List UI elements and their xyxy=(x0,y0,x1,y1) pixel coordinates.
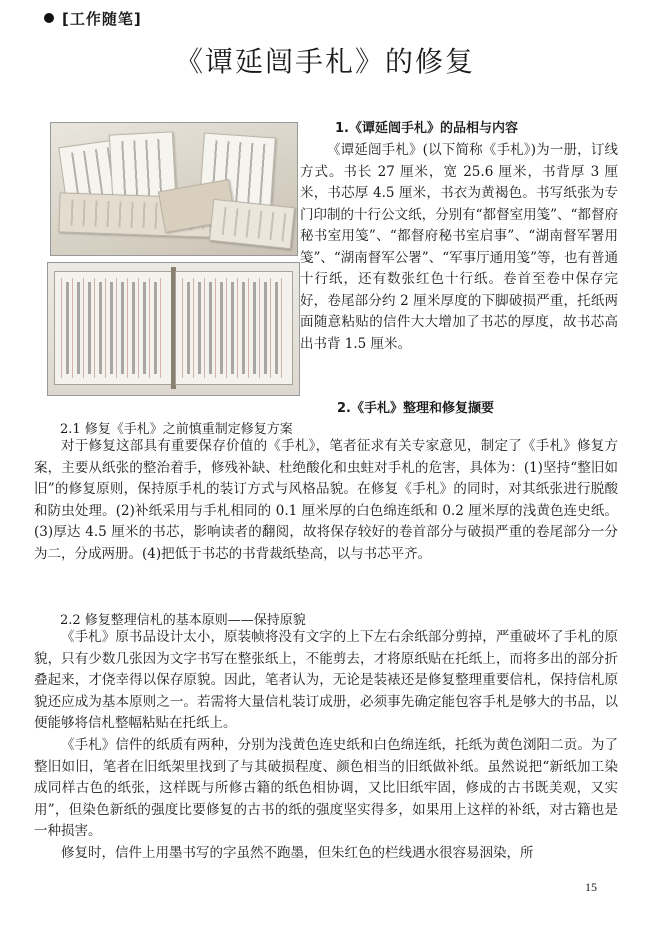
subsection-2-2-paragraph-2: 《手札》信件的纸质有两种，分别为浅黄色连史纸和白色绵连纸，托纸为黄色浏阳二贡。为了整旧如旧，笔者在旧纸架里找到了与其破损程度、颜色相当的旧纸做补纸。虽然说把“新纸加工染成同样古色的纸张，这样既与所修古籍的纸色相协调，又比旧纸牢固，修成的古书既美观，又实用”，但染色新纸的强度比要修复的古书的纸的强度坚实得多，如果用上这样的补纸，对古籍也是一种损害。 xyxy=(34,737,618,839)
page-number: 15 xyxy=(585,880,597,894)
left-page xyxy=(54,271,174,385)
section-2-heading: 2.《手札》整理和修复撷要 xyxy=(337,401,494,416)
subsection-2-1-body: 对于修复这部具有重要保存价值的《手札》，笔者征求有关专家意见，制定了《手札》修复方案，主要从纸张的整治着手，修残补缺、杜绝酸化和虫蛀对手札的危害，具体为：(1)坚持“整旧如旧”的修复原则，保持原手札的装订方式与风格品貌。在修复《手札》的同时，对其纸张进行脱酸和防虫处理。(2)补纸采用与手札相同的 0.1 厘米厚的白色绵连纸和 0.2 厘米厚的浅黄色连史纸。(3)厚达 4.5 厘米的书芯，影响读者的翻阅，故将保存较好的卷首部分与破损严重的卷尾部分一分为二，分成两册。(4)把低于书芯的书背裁纸垫高，以与书芯平齐。 xyxy=(34,438,618,562)
subsection-2-1-heading: 2.1 修复《手札》之前慎重制定修复方案 xyxy=(60,422,293,437)
manuscript-pile-photo xyxy=(50,122,298,256)
article-title: 《谭延闿手札》的修复 xyxy=(174,45,475,78)
subsection-2-2-heading: 2.2 修复整理信札的基本原则——保持原貌 xyxy=(60,613,306,628)
section-1-body: 《谭延闿手札》(以下简称《手札》)为一册，订线方式。书长 27 厘米，宽 25.6 厘米，书背厚 3 厘米，书芯厚 4.5 厘米，书衣为黄褐色。书写纸张为专门印制的十行公文纸，分别有“都督室用笺”、“都督府秘书室用笺”、“都督府秘书室启事”、“湖南督军署用笺”、“湖南督军公署”、“军事厅通用笺”等，也有普通十行纸，还有数张红色十行纸。卷首至卷中保存完好，卷尾部分约 2 厘米厚度的下脚破损严重，托纸两面随意粘贴的信件大大增加了书芯的厚度，故书芯高出书背 1.5 厘米。 xyxy=(300,142,619,352)
subsection-2-2-paragraph-3: 修复时，信件上用墨书写的字虽然不跑墨，但朱红色的栏线遇水很容易洇染，所 xyxy=(61,845,534,861)
column-header-label: [工作随笔] xyxy=(62,10,142,28)
subsection-2-2-paragraph-1: 《手札》原书品设计太小，原装帧将没有文字的上下左右余纸部分剪掉，严重破坏了手札的原貌，只有少数几张因为文字书写在整张纸上，不能剪去，才将原纸贴在托纸上，而将多出的部分折叠起来，才侥幸得以保存原貌。因此，笔者认为，无论是装裱还是修复整理重要信札，保持信札原貌还应成为基本原则之一。若需将大量信札装订成册，必须事先确定能包容手札是够大的书品，以便能够将信札整幅粘贴在托纸上。 xyxy=(34,629,618,731)
right-page xyxy=(175,271,293,385)
column-header xyxy=(44,8,142,29)
section-1-heading: 1.《谭延闿手札》的品相与内容 xyxy=(335,121,518,136)
bullet-icon xyxy=(44,13,54,23)
open-manuscript-photo xyxy=(47,262,300,396)
